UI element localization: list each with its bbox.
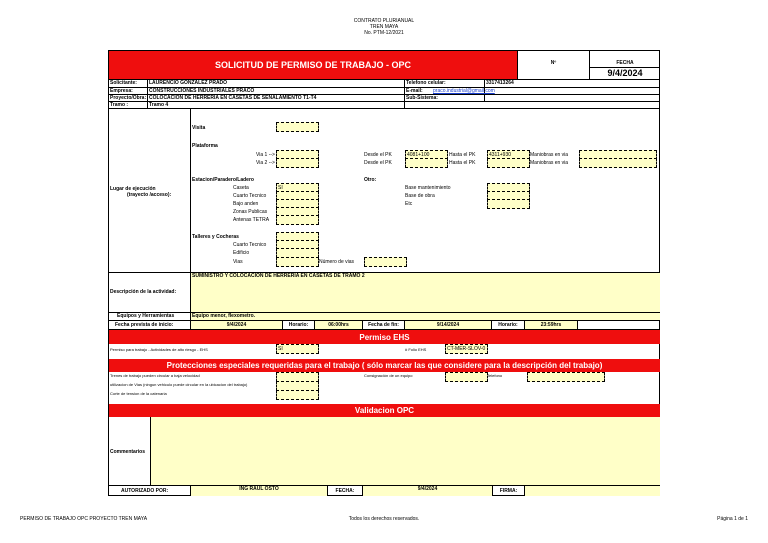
fecha-label: FECHA (616, 60, 634, 66)
zonas-publicas-label: Zonas Publicas (233, 209, 268, 215)
maniobras-field-2[interactable] (579, 158, 657, 168)
numero-vias-label: Número de vias (319, 259, 355, 265)
visita-label: Visita (192, 125, 206, 131)
etc-field[interactable] (487, 199, 530, 209)
ehs-title: Permiso EHS (359, 333, 410, 342)
via1-label: Via 1 --> (256, 152, 275, 158)
hora-fin-value[interactable]: 23:59hrs (540, 322, 562, 328)
via2-field[interactable] (276, 158, 319, 168)
cuarto-tecnico2-label: Cuarto Tecnico (233, 242, 267, 248)
proteccion-row-3: Corte de tension de la catenaria (110, 391, 167, 396)
vias-label: Vias (233, 259, 243, 265)
no-label: Nº (550, 60, 557, 66)
comentarios-label: Commentarios (110, 449, 146, 455)
proteccion-field-3[interactable] (276, 390, 319, 400)
caseta-label: Caseta (233, 185, 249, 191)
document-header (0, 18, 768, 36)
footer-left: PERMISO DE TRABAJO OPC PROYECTO TREN MAYA (20, 516, 148, 522)
desde-pk-label-2: Desde el PK (364, 160, 392, 166)
proyecto-label: Proyecto/Obra: (110, 95, 147, 101)
desde-pk-field-2[interactable] (405, 158, 448, 168)
antenas-field[interactable] (276, 215, 319, 225)
visita-field[interactable] (276, 122, 319, 132)
fecha-fin-value[interactable]: 9/14/2024 (436, 322, 460, 328)
telefono-prot-label: Telefono (487, 373, 503, 378)
talleres-label: Talleres y Cocheras (192, 234, 239, 240)
desde-pk-label-1: Desde el PK (364, 152, 392, 158)
ehs-permiso-label: Permiso para trabajo - Actividades de alto riesgo - EHS (110, 347, 208, 352)
proyecto-value[interactable]: COLOCACION DE HERRERIA EN CASETAS DE SEÑALAMIENTO T1-T4 (149, 95, 317, 101)
proteccion-row-2: utilizacion de Vias (ningun vehiculo puede circular en la ubicacion del trabajo) (110, 382, 248, 387)
ehs-folio-field[interactable] (445, 344, 488, 354)
ehs-folio-value: CT-MER-SLOV-0 (447, 346, 486, 352)
fecha-firma-value[interactable]: 9/4/2024 (417, 486, 438, 492)
empresa-value[interactable]: CONSTRUCCIONES INDUSTRIALES PRACO (149, 88, 255, 94)
otro-label: Otro: (364, 177, 377, 183)
permit-form (108, 50, 660, 496)
hasta-pk-value-1: 4311+930 (489, 152, 512, 158)
caseta-value: SI (278, 185, 283, 191)
protecciones-title: Protecciones especiales requeridas para el trabajo ( sólo marcar las que considere para la descripción del trabajo) (166, 361, 603, 370)
tramo-value[interactable]: Tramo 4 (149, 102, 169, 108)
header-line-3: No. PTM-12/2021 (364, 30, 404, 36)
footer-center: Todos los derechos reservados. (348, 516, 420, 522)
consignacion-label: Consignación de un equipo (364, 373, 413, 378)
telefono-label: Telefono celular: (406, 80, 446, 86)
proteccion-row-1: Trenes de trabajo pueden circular a baja velocidad (110, 373, 200, 378)
telefono-value[interactable]: 3317413264 (486, 80, 514, 86)
actividad-value[interactable]: SUMINISTRO Y COLOCACION DE HERRERIA EN CASETAS DE TRAMO 2 (192, 273, 365, 279)
ehs-permiso-field[interactable] (276, 344, 319, 354)
email-label: E-mail: (406, 88, 423, 94)
footer-right: Página 1 de 1 (717, 516, 748, 522)
base-mant-label: Base mantenimiento (405, 185, 451, 191)
horario2-label: Horario: (498, 322, 518, 328)
edificio-label: Edificio (233, 250, 250, 256)
firma-cell[interactable] (524, 486, 660, 496)
solicitante-label: Solicitante: (110, 80, 137, 86)
ehs-folio-label: # Folio EHS (405, 347, 427, 352)
email-value[interactable]: praco.industrial@gmail.com (433, 88, 495, 94)
maniobras-label-1: Maniobras en via (530, 152, 569, 158)
form-title: SOLICITUD DE PERMISO DE TRABAJO - OPC (214, 60, 411, 70)
subsistema-label: Sub-Sistema: (406, 95, 438, 101)
vias-field[interactable] (276, 257, 319, 267)
numero-vias-field[interactable] (364, 257, 407, 267)
lugar-label: Lugar de ejecución (110, 186, 156, 192)
estacion-label: Estacion/Paradero/Ladero (192, 177, 254, 183)
equipos-area[interactable] (191, 313, 660, 320)
base-obra-label: Base de obra (405, 193, 435, 199)
antenas-label: Antenas TETRA (233, 217, 270, 223)
telefono-prot-field[interactable] (527, 372, 605, 382)
consignacion-field[interactable] (445, 372, 488, 382)
maniobras-label-2: Maniobras en via (530, 160, 569, 166)
etc-label: Etc (405, 201, 413, 207)
header-line-1: CONTRATO PLURIANUAL (353, 18, 415, 24)
autorizado-label: AUTORIZADO POR: (121, 488, 169, 494)
firma-label: FIRMA: (499, 488, 518, 494)
comentarios-area[interactable] (150, 417, 660, 485)
desde-pk-value-1: 4081+100 (407, 152, 430, 158)
tramo-label: Tramo : (110, 102, 129, 108)
via2-label: Via 2 --> (256, 160, 275, 166)
autorizado-value[interactable]: ING RAUL OSTO (239, 486, 279, 492)
plataforma-label: Plataforma (192, 143, 218, 149)
fecha-firma-label: FECHA: (335, 488, 355, 494)
equipos-value[interactable]: Equipo menor, flexometro. (192, 313, 256, 319)
hora-inicio-value[interactable]: 06:00hrs (328, 322, 349, 328)
equipos-label: Equipos y Herramientas (117, 313, 175, 319)
empresa-label: Empresa: (110, 88, 133, 94)
header-line-2: TREN MAYA (369, 24, 399, 30)
hasta-pk-label-1: Hasta el PK (449, 152, 476, 158)
hasta-pk-label-2: Hasta el PK (449, 160, 476, 166)
ehs-permiso-value: SI (278, 346, 283, 352)
fecha-value[interactable]: 9/4/2024 (607, 68, 643, 78)
horario-label: Horario: (288, 322, 309, 328)
validacion-title: Validacion OPC (354, 406, 415, 415)
fecha-inicio-value[interactable]: 9/4/2024 (226, 322, 247, 328)
cuarto-tecnico-label: Cuarto Tecnico (233, 193, 267, 199)
prevista-label: Fecha prevista de inicio: (115, 322, 174, 328)
lugar-sublabel: (trayecto /acceso): (127, 192, 172, 198)
hasta-pk-field-2[interactable] (487, 158, 530, 168)
bajo-anden-label: Bajo anden (233, 201, 259, 207)
solicitante-value[interactable]: LAURENCIO GONZALEZ PRADO (149, 80, 228, 86)
actividad-label: Descripción de la actividad: (110, 289, 177, 295)
fecha-fin-label: Fecha de fin: (368, 322, 399, 328)
